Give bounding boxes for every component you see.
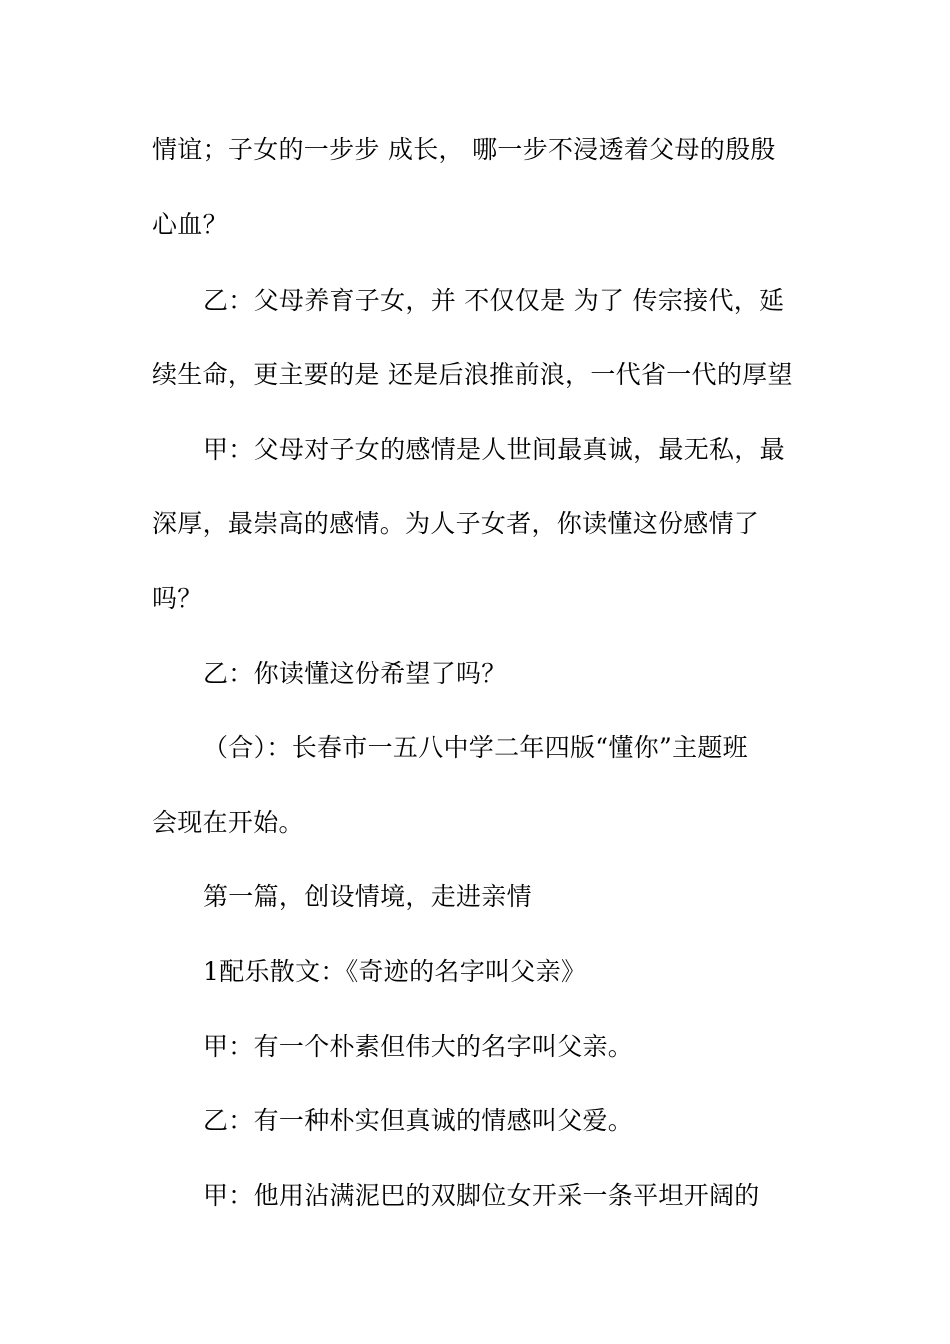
text-line-14: 乙：有一种朴实但真诚的情感叫父爱。 [203,1106,634,1135]
text-line-6: 深厚，最崇高的感情。为人子女者，你读懂这份感情了 [152,509,760,538]
text-line-15: 甲：他用沾满泥巴的双脚位女开采一条平坦开阔的 [203,1181,760,1210]
text-line-11: 第一篇，创设情境，走进亲情 [203,882,532,911]
text-line-5: 甲：父母对子女的感情是人世间最真诚，最无私，最 [203,435,785,464]
text-line-10: 会现在开始。 [152,808,304,837]
text-line-8: 乙：你读懂这份希望了吗？ [203,659,507,688]
text-line-1: 情谊；子女的一步步 成长， 哪一步不浸透着父母的殷殷 [152,135,776,164]
text-line-7: 吗？ [152,584,203,613]
text-line-3: 乙：父母养育子女，并 不仅仅是 为了 传宗接代，延 [203,286,785,315]
text-line-2: 心血？ [152,210,228,239]
text-line-13: 甲：有一个朴素但伟大的名字叫父亲。 [203,1032,634,1061]
text-line-9: （合）：长春市一五八中学二年四版“懂你”主题班 [203,733,748,762]
text-line-12: 1配乐散文：《奇迹的名字叫父亲》 [203,957,587,986]
text-line-4: 续生命，更主要的是 还是后浪推前浪，一代省一代的厚望 [152,360,793,389]
